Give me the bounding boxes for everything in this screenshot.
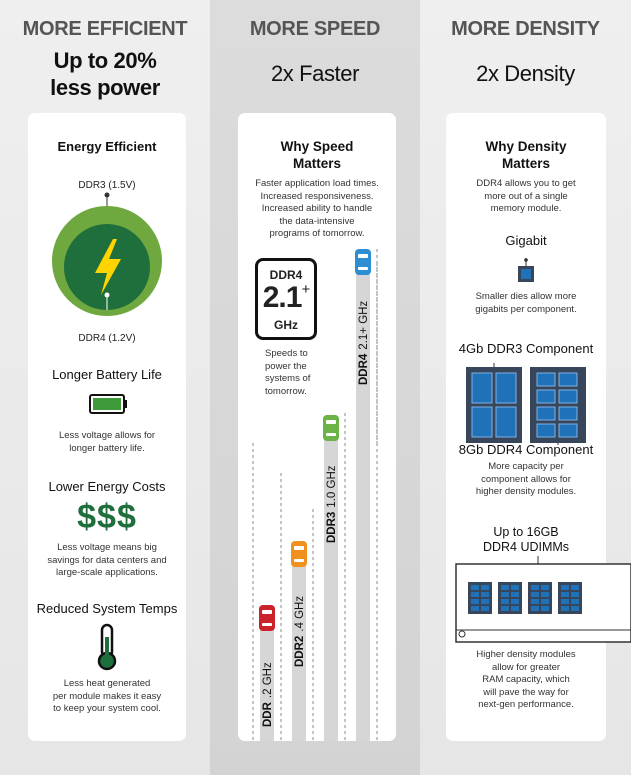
why-density-line-1: Why Density — [485, 139, 567, 154]
udimm-text-3: RAM capacity, which — [482, 674, 570, 685]
udimm-chip-2-die-6 — [511, 599, 519, 604]
ddr4-component-heading: 8Gb DDR4 Component — [458, 442, 594, 457]
udimm-chip-1-die-5 — [471, 599, 479, 604]
ddr4-voltage-label: DDR4 (1.2V) — [78, 333, 136, 344]
costs-heading: Lower Energy Costs — [48, 479, 166, 494]
temps-text — [28, 678, 186, 716]
udimm-text-5: next-gen performance. — [478, 699, 574, 710]
why-speed-text-3: Increased ability to handle — [261, 203, 373, 214]
speeds-text-3: systems of — [265, 373, 311, 384]
car-body-ddr — [259, 605, 275, 631]
gigabit-heading: Gigabit — [505, 233, 547, 248]
car-body-ddr2 — [291, 541, 307, 567]
ddr4-die-1 — [537, 373, 555, 386]
udimm-chip-1-die-3 — [471, 592, 479, 597]
udimm-chip-2-die-3 — [501, 592, 509, 597]
ddr3-component-heading: 4Gb DDR3 Component — [458, 341, 594, 356]
battery-text — [28, 430, 186, 455]
lane-speed-ddr: .2 GHz — [262, 662, 274, 699]
badge-plus: + — [301, 281, 310, 298]
why-speed-text-4: the data-intensive — [279, 215, 355, 227]
speed-column — [210, 0, 420, 775]
ddr3-die-1 — [472, 373, 492, 403]
battery-heading: Longer Battery Life — [52, 367, 162, 382]
energy-efficient-heading: Energy Efficient — [57, 139, 157, 154]
car-windshield-ddr4 — [358, 254, 368, 258]
lane-label-ddr — [262, 662, 274, 727]
temps-text-1: Less heat generated — [63, 678, 151, 689]
speeds-text-4: tomorrow. — [265, 385, 307, 397]
dollar-icon: $$$ — [77, 498, 137, 536]
lane-speed-ddr2: .4 GHz — [294, 595, 306, 632]
temps-text-3: to keep your system cool. — [53, 703, 161, 714]
efficient-card — [28, 113, 186, 741]
car-icon-ddr3 — [323, 415, 339, 441]
udimm-heading — [446, 525, 606, 555]
udimm-chip-1-die-1 — [471, 585, 479, 590]
component-text-3: higher density modules. — [475, 486, 577, 497]
car-rear-window-ddr — [262, 623, 272, 626]
udimm-text-4: will pave the way for — [483, 686, 569, 698]
udimm-line-2: DDR4 UDIMMs — [482, 540, 570, 554]
efficient-subtitle-line-1: Up to 20% — [53, 48, 157, 73]
car-windshield-ddr2 — [294, 546, 304, 550]
speed-card — [238, 113, 396, 741]
lane-speed-ddr3: 1.0 GHz — [326, 465, 338, 508]
udimm-chip-4-die-2 — [571, 585, 579, 590]
car-windshield-ddr3 — [326, 420, 336, 424]
efficient-subtitle — [0, 47, 210, 101]
why-density-text-3: memory module. — [490, 203, 562, 214]
lane-label-ddr3 — [326, 466, 338, 544]
why-speed-line-1: Why Speed — [280, 139, 354, 154]
car-body-ddr3 — [323, 415, 339, 441]
speed-subtitle: 2x Faster — [270, 61, 360, 86]
udimm-text-1: Higher density modules — [476, 649, 576, 660]
ddr4-die-4 — [559, 390, 577, 403]
efficient-subtitle-line-2: less power — [50, 75, 160, 100]
ddr4-die-6 — [559, 407, 577, 420]
why-density-line-2: Matters — [501, 156, 550, 171]
udimm-chip-3-die-4 — [541, 592, 549, 597]
badge-top: DDR4 — [269, 268, 303, 282]
udimm-chip-3-die-2 — [541, 585, 549, 590]
density-subtitle: 2x Density — [476, 61, 575, 86]
why-density-heading — [446, 138, 606, 172]
car-rear-window-ddr4 — [358, 267, 368, 270]
battery-text-1: Less voltage allows for — [58, 430, 156, 441]
udimm-chip-1-die-2 — [481, 585, 489, 590]
speeds-text-2: power the — [265, 360, 307, 372]
udimm-line-1: Up to 16GB — [493, 525, 559, 539]
udimm-chip-3-die-7 — [531, 606, 539, 611]
ddr3-die-2 — [496, 373, 516, 403]
udimm-chip-1-die-6 — [481, 599, 489, 604]
lane-gen-ddr: DDR — [262, 702, 274, 727]
car-icon-ddr2 — [291, 541, 307, 567]
car-icon-ddr4 — [355, 249, 371, 275]
battery-text-2: longer battery life. — [69, 442, 145, 454]
gigabit-text-2: gigabits per component. — [475, 303, 577, 315]
udimm-text — [446, 649, 606, 712]
gigabit-text — [446, 291, 606, 316]
speeds-text-1: Speeds to — [265, 348, 308, 359]
udimm-chip-2-die-2 — [511, 585, 519, 590]
udimm-chip-2-die-4 — [511, 592, 519, 597]
udimm-text-2: allow for greater — [491, 661, 561, 673]
why-speed-text-5: programs of tomorrow. — [269, 228, 365, 239]
component-text — [446, 461, 606, 499]
ddr3-voltage-label: DDR3 (1.5V) — [78, 180, 136, 191]
gigabit-die-icon — [516, 258, 536, 288]
udimm-chip-2-die-5 — [501, 599, 509, 604]
component-comparison-graphic — [464, 363, 588, 445]
temps-heading: Reduced System Temps — [36, 601, 178, 616]
why-density-text — [446, 178, 606, 216]
lane-speed-ddr4: 2.1+ GHz — [358, 300, 370, 350]
ddr3-die-3 — [472, 407, 492, 437]
ddr4-die-5 — [537, 407, 555, 420]
why-speed-text-2: Increased responsiveness. — [260, 190, 374, 202]
costs-text-2: savings for data centers and — [47, 554, 167, 566]
costs-text-1: Less voltage means big — [57, 542, 157, 553]
why-density-text-1: DDR4 allows you to get — [476, 178, 576, 189]
udimm-chip-2-die-7 — [501, 606, 509, 611]
temps-text-2: per module makes it easy — [52, 690, 162, 702]
why-speed-text-1: Faster application load times. — [255, 178, 379, 189]
why-density-text-2: more out of a single — [484, 190, 568, 202]
gigabit-text-1: Smaller dies allow more — [475, 291, 577, 302]
udimm-chip-4-die-1 — [561, 585, 569, 590]
udimm-chip-4-die-5 — [561, 599, 569, 604]
lane-gen-ddr4: DDR4 — [358, 353, 370, 385]
lane-gen-ddr2: DDR2 — [294, 635, 306, 667]
udimm-chip-4-die-4 — [571, 592, 579, 597]
density-title: MORE DENSITY — [451, 18, 600, 40]
energy-circle-icon — [47, 191, 167, 331]
car-body-ddr4 — [355, 249, 371, 275]
udimm-chip-1-die-7 — [471, 606, 479, 611]
efficient-column — [0, 0, 210, 775]
component-text-2: component allows for — [481, 473, 571, 485]
udimm-chip-3-die-3 — [531, 592, 539, 597]
density-card — [446, 113, 606, 741]
speed-lanes-graphic — [238, 113, 396, 741]
ddr4-die-3 — [537, 390, 555, 403]
udimm-chip-4-die-6 — [571, 599, 579, 604]
lane-label-ddr2 — [294, 596, 306, 667]
lane-gen-ddr3: DDR3 — [326, 511, 338, 543]
udimm-chip-2-die-8 — [511, 606, 519, 611]
ddr3-die-4 — [496, 407, 516, 437]
udimm-chip-3-die-6 — [541, 599, 549, 604]
costs-text-3: large-scale applications. — [56, 567, 158, 578]
udimm-chip-2-die-1 — [501, 585, 509, 590]
udimm-chip-4-die-3 — [561, 592, 569, 597]
thermometer-icon — [94, 623, 120, 671]
ddr4-die-8 — [559, 424, 577, 437]
udimm-chip-3-die-8 — [541, 606, 549, 611]
udimm-chip-4-die-7 — [561, 606, 569, 611]
component-text-1: More capacity per — [488, 461, 564, 472]
lane-label-ddr4 — [358, 301, 370, 385]
car-rear-window-ddr2 — [294, 559, 304, 562]
battery-icon — [89, 393, 129, 415]
density-column — [420, 0, 631, 775]
efficient-title: MORE EFFICIENT — [22, 18, 188, 40]
udimm-chip-3-die-1 — [531, 585, 539, 590]
car-rear-window-ddr3 — [326, 433, 336, 436]
badge-mid: 2.1 — [262, 281, 302, 314]
car-icon-ddr — [259, 605, 275, 631]
udimm-chip-4-die-8 — [571, 606, 579, 611]
costs-text — [28, 542, 186, 580]
ddr4-die-2 — [559, 373, 577, 386]
why-speed-line-2: Matters — [292, 156, 341, 171]
udimm-chip-1-die-4 — [481, 592, 489, 597]
udimm-chip-3-die-5 — [531, 599, 539, 604]
speed-title: MORE SPEED — [249, 18, 381, 40]
udimm-chip-1-die-8 — [481, 606, 489, 611]
udimm-module-graphic — [454, 556, 631, 646]
car-windshield-ddr — [262, 610, 272, 614]
ddr4-die-7 — [537, 424, 555, 437]
badge-unit: GHz — [274, 318, 298, 332]
